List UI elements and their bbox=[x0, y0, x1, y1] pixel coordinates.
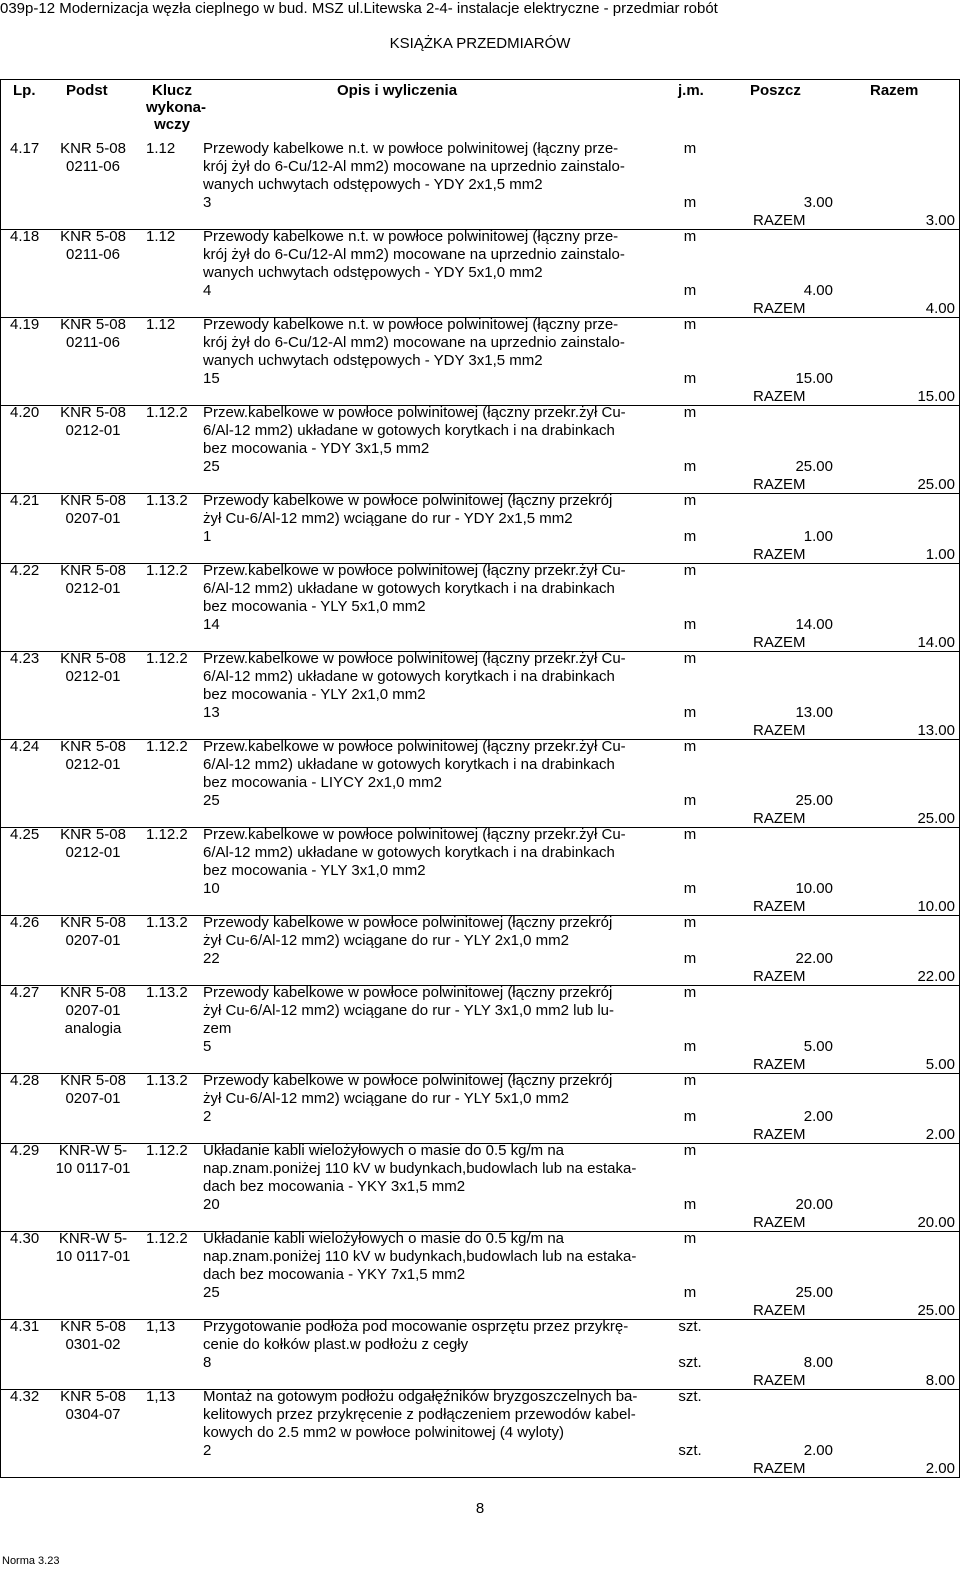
header-razem: Razem bbox=[870, 82, 919, 99]
row-jm: m bbox=[683, 738, 697, 755]
row-calc-value: 2 bbox=[203, 1108, 212, 1125]
row-poszcz: 22.00 bbox=[795, 950, 833, 967]
row-opis-line: bez mocowania - LIYCY 2x1,0 mm2 bbox=[203, 774, 442, 791]
row-podst-line: 0212-01 bbox=[65, 844, 121, 861]
row-razem-label: RAZEM bbox=[753, 300, 806, 317]
row-calc-jm: m bbox=[683, 528, 697, 545]
header-jm: j.m. bbox=[678, 82, 704, 99]
row-opis-line: nap.znam.poniżej 110 kV w budynkach,budowlach lub na estaka- bbox=[203, 1248, 637, 1265]
row-poszcz: 8.00 bbox=[803, 1354, 833, 1371]
row-opis-line: żył Cu-6/Al-12 mm2) wciągane do rur - YLY 5x1,0 mm2 bbox=[203, 1090, 569, 1107]
row-calc-value: 2 bbox=[203, 1442, 212, 1459]
row-razem: 3.00 bbox=[925, 212, 955, 229]
row-razem: 13.00 bbox=[917, 722, 955, 739]
table-top-border bbox=[0, 79, 960, 80]
row-razem: 2.00 bbox=[925, 1460, 955, 1477]
row-opis-line: wanych uchwytach odstępowych - YDY 5x1,0 mm2 bbox=[203, 264, 543, 281]
row-opis-line: wanych uchwytach odstępowych - YDY 3x1,5 mm2 bbox=[203, 352, 543, 369]
row-jm: m bbox=[683, 404, 697, 421]
row-podst-line: 0304-07 bbox=[65, 1406, 121, 1423]
row-poszcz: 20.00 bbox=[795, 1196, 833, 1213]
row-podst-line: KNR 5-08 bbox=[60, 228, 126, 245]
row-opis-line: Przewody kabelkowe n.t. w powłoce polwinitowej (łączny prze- bbox=[203, 140, 619, 157]
book-title: KSIĄŻKA PRZEDMIARÓW bbox=[389, 35, 571, 52]
row-calc-jm: m bbox=[683, 1196, 697, 1213]
row-podst-line: 0207-01 bbox=[65, 932, 121, 949]
row-opis-line: 6/Al-12 mm2) układane w gotowych korytkach i na drabinkach bbox=[203, 422, 615, 439]
row-podst-line: KNR 5-08 bbox=[60, 140, 126, 157]
row-razem: 8.00 bbox=[925, 1372, 955, 1389]
row-opis-line: Przewody kabelkowe n.t. w powłoce polwinitowej (łączny prze- bbox=[203, 228, 619, 245]
row-opis-line: dach bez mocowania - YKY 7x1,5 mm2 bbox=[203, 1266, 466, 1283]
row-lp: 4.26 bbox=[10, 914, 40, 931]
row-opis-line: kowych do 2.5 mm2 w powłoce polwinitowej (4 wyloty) bbox=[203, 1424, 564, 1441]
row-lp: 4.27 bbox=[10, 984, 40, 1001]
row-poszcz: 2.00 bbox=[803, 1442, 833, 1459]
row-calc-jm: m bbox=[683, 792, 697, 809]
row-podst-line: KNR 5-08 bbox=[60, 738, 126, 755]
row-razem: 14.00 bbox=[917, 634, 955, 651]
row-jm: szt. bbox=[678, 1318, 702, 1335]
row-opis-line: krój żył do 6-Cu/12-Al mm2) mocowane na uprzednio zainstalo- bbox=[203, 158, 625, 175]
row-razem: 25.00 bbox=[917, 1302, 955, 1319]
row-poszcz: 25.00 bbox=[795, 1284, 833, 1301]
row-lp: 4.17 bbox=[10, 140, 40, 157]
row-klucz: 1.13.2 bbox=[146, 914, 188, 931]
row-podst-line: 0212-01 bbox=[65, 580, 121, 597]
row-poszcz: 5.00 bbox=[803, 1038, 833, 1055]
row-lp: 4.19 bbox=[10, 316, 40, 333]
row-razem-label: RAZEM bbox=[753, 1056, 806, 1073]
row-poszcz: 25.00 bbox=[795, 458, 833, 475]
row-poszcz: 1.00 bbox=[803, 528, 833, 545]
row-opis-line: nap.znam.poniżej 110 kV w budynkach,budowlach lub na estaka- bbox=[203, 1160, 637, 1177]
row-razem-label: RAZEM bbox=[753, 1302, 806, 1319]
row-podst-line: 10 0117-01 bbox=[55, 1248, 131, 1265]
row-klucz: 1,13 bbox=[146, 1318, 176, 1335]
row-opis-line: Przewody kabelkowe w powłoce polwinitowej (łączny przekrój bbox=[203, 492, 613, 509]
row-razem-label: RAZEM bbox=[753, 476, 806, 493]
row-jm: m bbox=[683, 914, 697, 931]
row-razem: 10.00 bbox=[917, 898, 955, 915]
row-calc-value: 3 bbox=[203, 194, 212, 211]
row-podst-line: 0211-06 bbox=[66, 246, 120, 263]
document-title: 039p-12 Modernizacja węzła cieplnego w bud. MSZ ul.Litewska 2-4- instalacje elektryczne - przedmiar robót bbox=[0, 0, 718, 17]
row-razem-label: RAZEM bbox=[753, 546, 806, 563]
row-podst-line: KNR 5-08 bbox=[60, 562, 126, 579]
row-klucz: 1.12.2 bbox=[146, 1230, 188, 1247]
row-calc-value: 5 bbox=[203, 1038, 212, 1055]
row-lp: 4.25 bbox=[10, 826, 40, 843]
row-podst-line: KNR 5-08 bbox=[60, 404, 126, 421]
row-opis-line: Przew.kabelkowe w powłoce polwinitowej (łączny przekr.żył Cu- bbox=[203, 738, 626, 755]
header-klucz-line-2: wykona- bbox=[146, 99, 207, 116]
row-jm: m bbox=[683, 826, 697, 843]
row-razem-label: RAZEM bbox=[753, 810, 806, 827]
row-opis-line: Przew.kabelkowe w powłoce polwinitowej (łączny przekr.żył Cu- bbox=[203, 650, 626, 667]
row-opis-line: 6/Al-12 mm2) układane w gotowych korytkach i na drabinkach bbox=[203, 580, 615, 597]
row-opis-line: kelitowych przez przykręcenie z podłączeniem przewodów kabel- bbox=[203, 1406, 636, 1423]
row-calc-jm: m bbox=[683, 282, 697, 299]
row-razem: 4.00 bbox=[925, 300, 955, 317]
row-podst-line: KNR-W 5- bbox=[58, 1142, 128, 1159]
row-razem-label: RAZEM bbox=[753, 968, 806, 985]
header-klucz bbox=[146, 82, 207, 133]
row-klucz: 1.12.2 bbox=[146, 404, 188, 421]
header-podst: Podst bbox=[66, 82, 108, 99]
row-opis-line: Przewody kabelkowe w powłoce polwinitowej (łączny przekrój bbox=[203, 1072, 613, 1089]
row-calc-jm: m bbox=[683, 1284, 697, 1301]
row-lp: 4.28 bbox=[10, 1072, 40, 1089]
row-razem: 2.00 bbox=[925, 1126, 955, 1143]
row-calc-value: 1 bbox=[203, 528, 212, 545]
row-opis-line: krój żył do 6-Cu/12-Al mm2) mocowane na uprzednio zainstalo- bbox=[203, 246, 625, 263]
row-opis-line: Przygotowanie podłoża pod mocowanie osprzętu przez przykrę- bbox=[203, 1318, 629, 1335]
row-jm: m bbox=[683, 650, 697, 667]
row-lp: 4.22 bbox=[10, 562, 40, 579]
row-poszcz: 10.00 bbox=[795, 880, 833, 897]
row-opis-line: 6/Al-12 mm2) układane w gotowych korytkach i na drabinkach bbox=[203, 756, 615, 773]
row-opis-line: Przewody kabelkowe w powłoce polwinitowej (łączny przekrój bbox=[203, 984, 613, 1001]
row-jm: szt. bbox=[678, 1388, 702, 1405]
row-klucz: 1.12 bbox=[146, 316, 176, 333]
row-podst-line: KNR 5-08 bbox=[60, 316, 126, 333]
row-jm: m bbox=[683, 562, 697, 579]
row-opis-line: Montaż na gotowym podłożu odgałęźników bryzgoszczelnych ba- bbox=[203, 1388, 638, 1405]
row-calc-value: 10 bbox=[203, 880, 220, 897]
row-lp: 4.24 bbox=[10, 738, 40, 755]
row-podst-line: 0301-02 bbox=[65, 1336, 121, 1353]
row-calc-value: 25 bbox=[203, 792, 220, 809]
row-calc-value: 25 bbox=[203, 458, 220, 475]
row-podst-line: KNR 5-08 bbox=[60, 1072, 126, 1089]
row-klucz: 1.13.2 bbox=[146, 492, 188, 509]
header-poszcz: Poszcz bbox=[750, 82, 801, 99]
row-razem-label: RAZEM bbox=[753, 1372, 806, 1389]
row-podst-line: 0211-06 bbox=[66, 334, 120, 351]
row-klucz: 1,13 bbox=[146, 1388, 176, 1405]
row-klucz: 1.12.2 bbox=[146, 562, 188, 579]
row-opis-line: Układanie kabli wielożyłowych o masie do 0.5 kg/m na bbox=[203, 1230, 565, 1247]
row-lp: 4.21 bbox=[10, 492, 40, 509]
row-razem: 25.00 bbox=[917, 810, 955, 827]
row-calc-value: 14 bbox=[203, 616, 220, 633]
row-opis-line: Przew.kabelkowe w powłoce polwinitowej (łączny przekr.żył Cu- bbox=[203, 562, 626, 579]
row-jm: m bbox=[683, 316, 697, 333]
header-lp: Lp. bbox=[13, 82, 36, 99]
row-lp: 4.23 bbox=[10, 650, 40, 667]
table-left-border bbox=[0, 79, 1, 1478]
row-calc-value: 22 bbox=[203, 950, 220, 967]
row-lp: 4.30 bbox=[10, 1230, 40, 1247]
row-opis-line: żył Cu-6/Al-12 mm2) wciągane do rur - YLY 3x1,0 mm2 lub lu- bbox=[203, 1002, 614, 1019]
row-klucz: 1.12.2 bbox=[146, 826, 188, 843]
row-opis-line: Przew.kabelkowe w powłoce polwinitowej (łączny przekr.żył Cu- bbox=[203, 404, 626, 421]
row-jm: m bbox=[683, 1072, 697, 1089]
row-poszcz: 25.00 bbox=[795, 792, 833, 809]
row-podst-line: 0212-01 bbox=[65, 756, 121, 773]
header-klucz-line-3: wczy bbox=[154, 116, 190, 133]
row-calc-jm: m bbox=[683, 616, 697, 633]
row-podst-line: KNR 5-08 bbox=[60, 984, 126, 1001]
row-calc-jm: szt. bbox=[678, 1354, 702, 1371]
row-calc-value: 25 bbox=[203, 1284, 220, 1301]
row-poszcz: 15.00 bbox=[795, 370, 833, 387]
row-opis-line: bez mocowania - YLY 2x1,0 mm2 bbox=[203, 686, 426, 703]
row-calc-value: 13 bbox=[203, 704, 220, 721]
row-opis-line: wanych uchwytach odstępowych - YDY 2x1,5 mm2 bbox=[203, 176, 543, 193]
row-calc-jm: m bbox=[683, 704, 697, 721]
row-podst-line: 0207-01 bbox=[65, 1002, 121, 1019]
row-calc-value: 8 bbox=[203, 1354, 212, 1371]
row-lp: 4.29 bbox=[10, 1142, 40, 1159]
row-opis-line: cenie do kołków plast.w podłożu z cegły bbox=[203, 1336, 469, 1353]
row-podst-line: analogia bbox=[64, 1020, 122, 1037]
row-poszcz: 14.00 bbox=[795, 616, 833, 633]
row-razem-label: RAZEM bbox=[753, 388, 806, 405]
row-opis-line: 6/Al-12 mm2) układane w gotowych korytkach i na drabinkach bbox=[203, 844, 615, 861]
header-klucz-line-1: Klucz bbox=[151, 82, 192, 99]
row-calc-value: 20 bbox=[203, 1196, 220, 1213]
row-opis-line: bez mocowania - YLY 5x1,0 mm2 bbox=[203, 598, 426, 615]
row-podst-line: 0212-01 bbox=[65, 422, 121, 439]
row-podst-line: KNR 5-08 bbox=[60, 826, 126, 843]
row-razem-label: RAZEM bbox=[753, 634, 806, 651]
row-klucz: 1.13.2 bbox=[146, 1072, 188, 1089]
row-podst-line: 10 0117-01 bbox=[55, 1160, 131, 1177]
row-poszcz: 13.00 bbox=[795, 704, 833, 721]
row-jm: m bbox=[683, 1230, 697, 1247]
row-calc-jm: m bbox=[683, 1108, 697, 1125]
row-opis-line: żył Cu-6/Al-12 mm2) wciągane do rur - YLY 2x1,0 mm2 bbox=[203, 932, 569, 949]
row-opis-line: Układanie kabli wielożyłowych o masie do 0.5 kg/m na bbox=[203, 1142, 565, 1159]
row-lp: 4.32 bbox=[10, 1388, 40, 1405]
row-razem: 15.00 bbox=[917, 388, 955, 405]
row-razem: 5.00 bbox=[925, 1056, 955, 1073]
row-jm: m bbox=[683, 1142, 697, 1159]
row-razem-label: RAZEM bbox=[753, 898, 806, 915]
row-klucz: 1.12.2 bbox=[146, 650, 188, 667]
row-klucz: 1.12 bbox=[146, 228, 176, 245]
row-calc-jm: m bbox=[683, 370, 697, 387]
row-jm: m bbox=[683, 984, 697, 1001]
row-lp: 4.20 bbox=[10, 404, 40, 421]
row-calc-jm: szt. bbox=[678, 1442, 702, 1459]
row-podst-line: KNR 5-08 bbox=[60, 1318, 126, 1335]
row-opis-line: bez mocowania - YDY 3x1,5 mm2 bbox=[203, 440, 430, 457]
row-razem-label: RAZEM bbox=[753, 212, 806, 229]
row-opis-line: Przewody kabelkowe w powłoce polwinitowej (łączny przekrój bbox=[203, 914, 613, 931]
row-podst-line: 0212-01 bbox=[65, 668, 121, 685]
row-jm: m bbox=[683, 228, 697, 245]
row-podst-line: KNR 5-08 bbox=[60, 650, 126, 667]
row-lp: 4.18 bbox=[10, 228, 40, 245]
row-opis-line: krój żył do 6-Cu/12-Al mm2) mocowane na uprzednio zainstalo- bbox=[203, 334, 625, 351]
row-opis-line: żył Cu-6/Al-12 mm2) wciągane do rur - YDY 2x1,5 mm2 bbox=[203, 510, 573, 527]
row-calc-jm: m bbox=[683, 950, 697, 967]
row-razem-label: RAZEM bbox=[753, 722, 806, 739]
row-klucz: 1.12.2 bbox=[146, 1142, 188, 1159]
row-klucz: 1.13.2 bbox=[146, 984, 188, 1001]
row-poszcz: 4.00 bbox=[803, 282, 833, 299]
row-podst-line: 0211-06 bbox=[66, 158, 120, 175]
row-razem: 1.00 bbox=[925, 546, 955, 563]
row-opis-line: Przew.kabelkowe w powłoce polwinitowej (łączny przekr.żył Cu- bbox=[203, 826, 626, 843]
row-calc-jm: m bbox=[683, 458, 697, 475]
row-calc-value: 4 bbox=[203, 282, 212, 299]
row-divider bbox=[0, 1477, 960, 1478]
row-lp: 4.31 bbox=[10, 1318, 40, 1335]
row-razem-label: RAZEM bbox=[753, 1126, 806, 1143]
row-calc-jm: m bbox=[683, 880, 697, 897]
row-podst-line: KNR 5-08 bbox=[60, 914, 126, 931]
row-razem-label: RAZEM bbox=[753, 1460, 806, 1477]
row-razem: 22.00 bbox=[917, 968, 955, 985]
row-razem: 20.00 bbox=[917, 1214, 955, 1231]
row-poszcz: 3.00 bbox=[803, 194, 833, 211]
row-opis-line: bez mocowania - YLY 3x1,0 mm2 bbox=[203, 862, 426, 879]
row-podst-line: KNR 5-08 bbox=[60, 1388, 126, 1405]
row-podst-line: 0207-01 bbox=[65, 1090, 121, 1107]
row-jm: m bbox=[683, 492, 697, 509]
row-calc-jm: m bbox=[683, 194, 697, 211]
row-calc-value: 15 bbox=[203, 370, 220, 387]
row-opis-line: Przewody kabelkowe n.t. w powłoce polwinitowej (łączny prze- bbox=[203, 316, 619, 333]
page-number: 8 bbox=[475, 1500, 485, 1517]
row-podst-line: 0207-01 bbox=[65, 510, 121, 527]
row-podst-line: KNR 5-08 bbox=[60, 492, 126, 509]
row-calc-jm: m bbox=[683, 1038, 697, 1055]
footer-note: Norma 3.23 bbox=[2, 1555, 60, 1567]
row-klucz: 1.12.2 bbox=[146, 738, 188, 755]
row-opis-line: dach bez mocowania - YKY 3x1,5 mm2 bbox=[203, 1178, 466, 1195]
row-opis-line: zem bbox=[203, 1020, 232, 1037]
header-opis: Opis i wyliczenia bbox=[337, 82, 458, 99]
row-razem: 25.00 bbox=[917, 476, 955, 493]
row-opis-line: 6/Al-12 mm2) układane w gotowych korytkach i na drabinkach bbox=[203, 668, 615, 685]
row-razem-label: RAZEM bbox=[753, 1214, 806, 1231]
row-klucz: 1.12 bbox=[146, 140, 176, 157]
row-podst-line: KNR-W 5- bbox=[58, 1230, 128, 1247]
row-jm: m bbox=[683, 140, 697, 157]
row-poszcz: 2.00 bbox=[803, 1108, 833, 1125]
